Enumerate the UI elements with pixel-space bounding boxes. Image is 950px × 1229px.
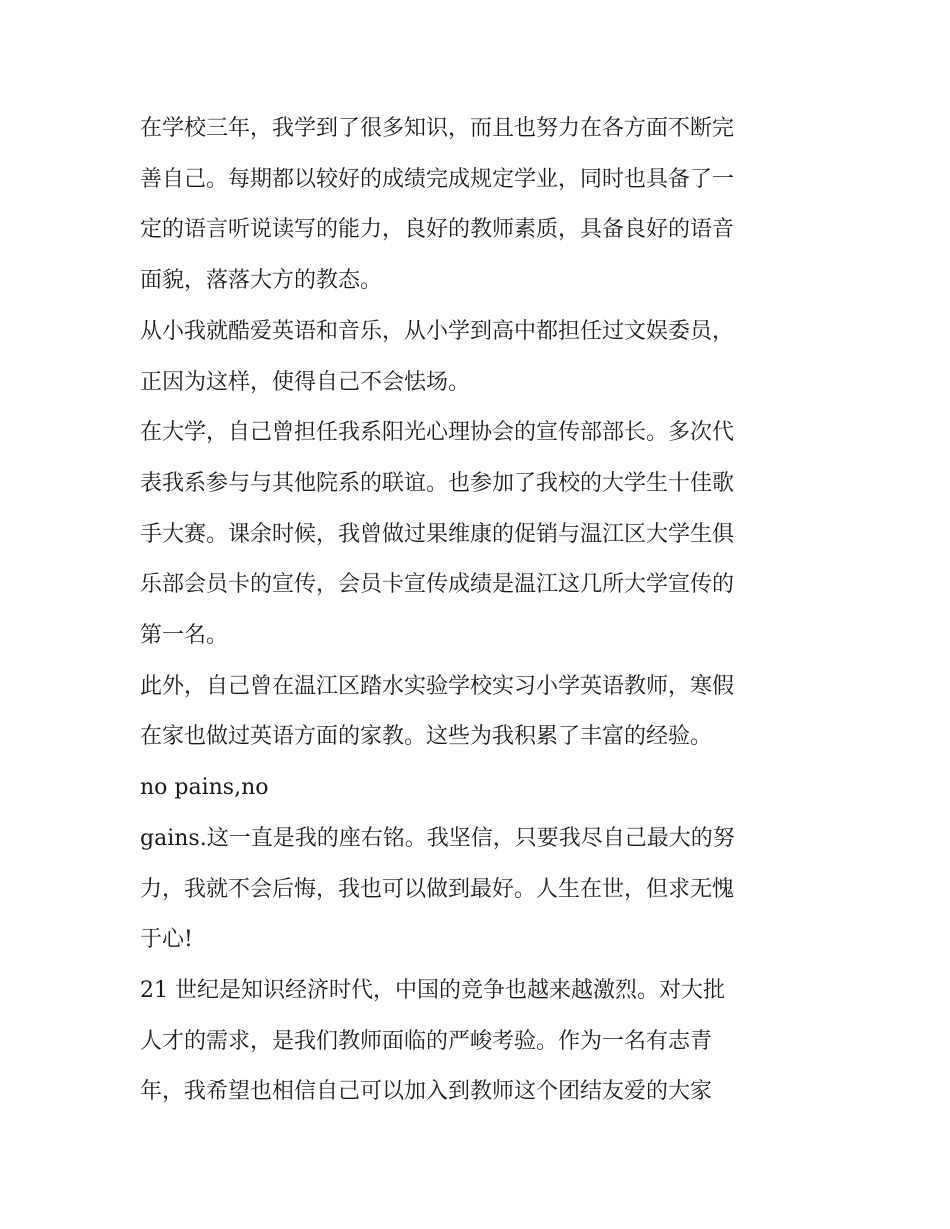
paragraph-aspiration: 21 世纪是知识经济时代，中国的竞争也越来越激烈。对大批 人才的需求，是我们教师面临的严峻考验。作为一名有志青 年，我希望也相信自己可以加入到教师这个团结友爱的大家 [140, 977, 725, 1105]
document-page [140, 104, 820, 1118]
paragraph-university: 在大学，自己曾担任我系阳光心理协会的宣传部部长。多次代 表我系参与与其他院系的联谊。也参加了我校的大学生十佳歌 手大赛。课余时候，我曾做过果维康的促销与温江区大学生俱 乐部会员卡的宣传，会员卡宣传成绩是温江这几所大学宣传的 第一名。 [140, 420, 735, 649]
paragraph-internship: 此外，自己曾在温江区踏水实验学校实习小学英语教师，寒假 在家也做过英语方面的家教。这些为我积累了丰富的经验。 [140, 673, 735, 750]
paragraph-school-years: 在学校三年，我学到了很多知识，而且也努力在各方面不断完 善自己。每期都以较好的成绩完成规定学业，同时也具备了一 定的语言听说读写的能力，良好的教师素质，具备良好的语音 面貌，落落大方的教态。 [140, 116, 735, 294]
paragraph-hobbies: 从小我就酷爱英语和音乐，从小学到高中都担任过文娱委员， 正因为这样，使得自己不会怯场。 [140, 318, 735, 395]
paragraph-motto: no pains,no gains.这一直是我的座右铭。我坚信，只要我尽自己最大的努 力，我就不会后悔，我也可以做到最好。人生在世，但求无愧 于心! [140, 775, 735, 953]
